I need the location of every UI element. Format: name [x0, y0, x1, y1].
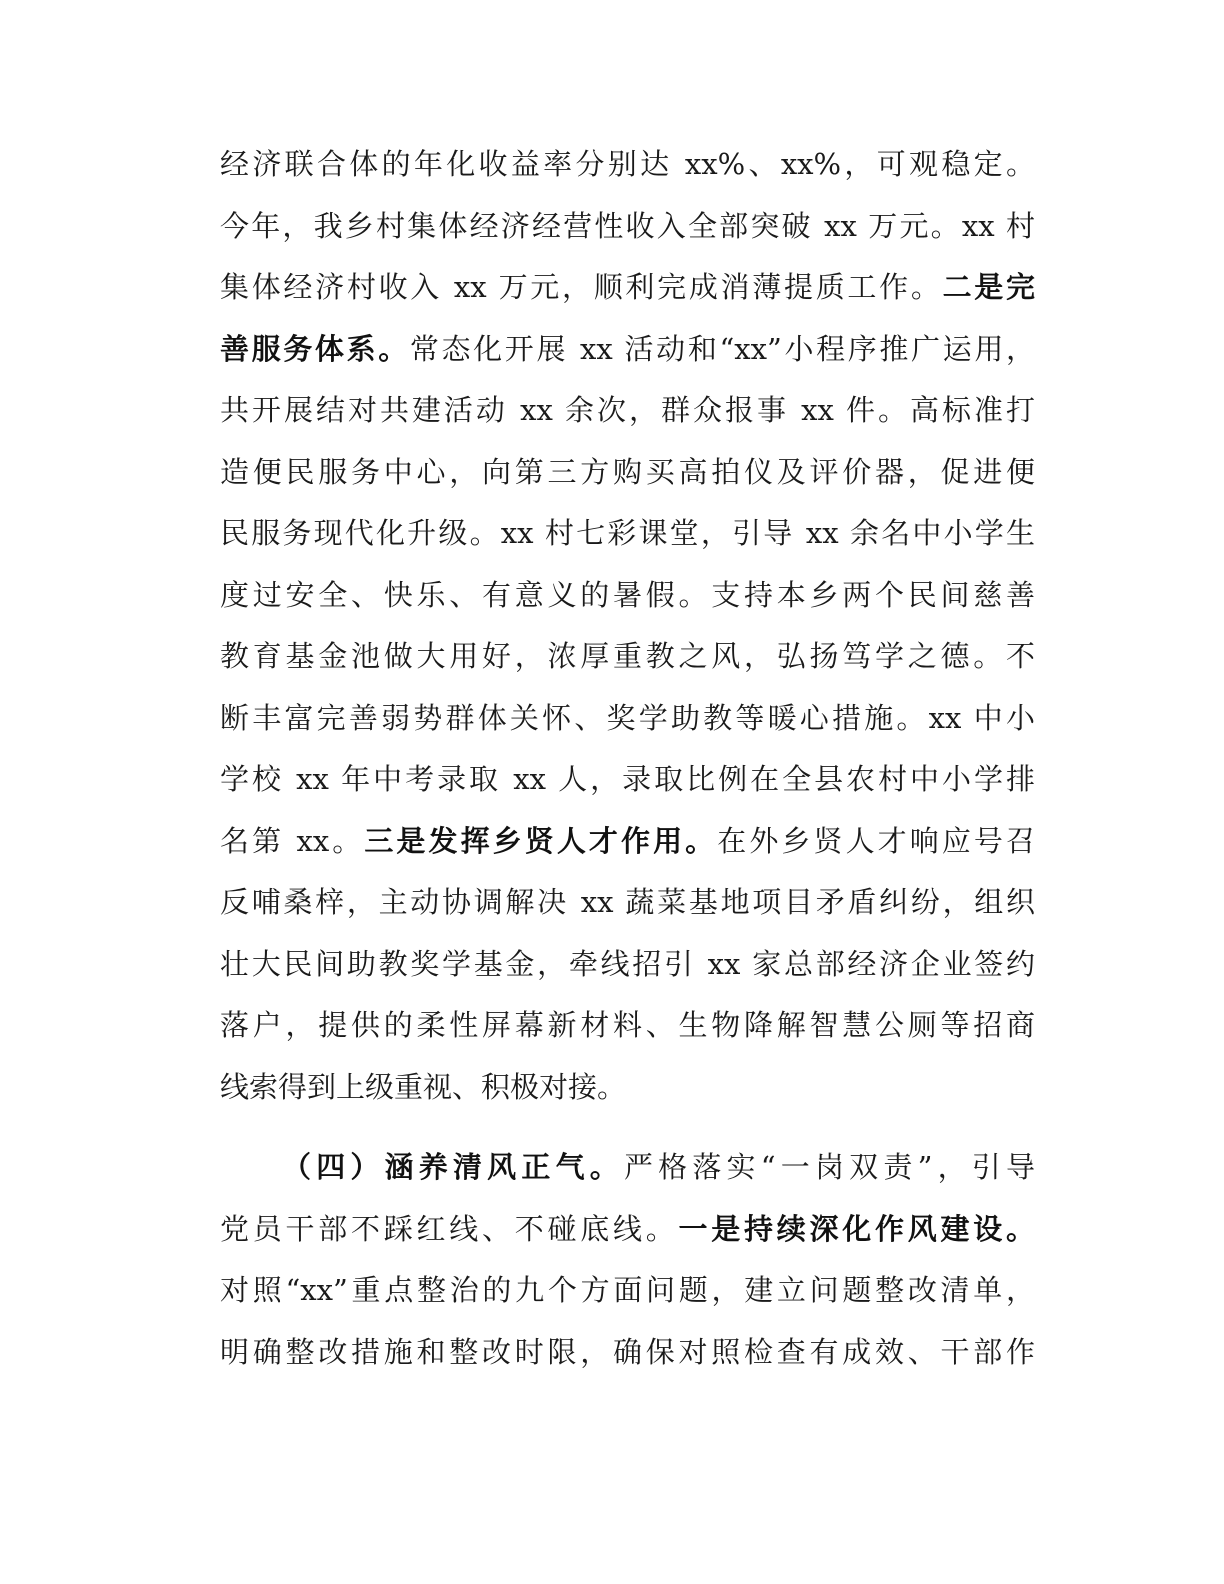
- text-line: 落户，提供的柔性屏幕新材料、生物降解智慧公厕等招商: [220, 1008, 1035, 1042]
- body-text: 集体经济村收入 xx 万元，顺利完成消薄提质工作。: [220, 270, 943, 304]
- text-line: 壮大民间助教奖学基金，牵线招引 xx 家总部经济企业签约: [220, 946, 1035, 981]
- body-text: 常态化开展 xx 活动和“xx”小程序推广运用，: [409, 331, 1035, 366]
- text-line: 民服务现代化升级。xx 村七彩课堂，引导 xx 余名中小学生: [220, 516, 1035, 550]
- body-text: 严格落实“一岗双责”，引导: [623, 1150, 1035, 1184]
- text-line: 反哺桑梓，主动协调解决 xx 蔬菜基地项目矛盾纠纷，组织: [220, 885, 1035, 919]
- text-line: [220, 811, 1035, 873]
- section-heading: （四）涵养清风正气。: [282, 1152, 624, 1184]
- bold-subheading: 一是持续深化作风建设。: [678, 1213, 1035, 1246]
- text-line: 今年，我乡村集体经济经营性收入全部突破 xx 万元。xx 村: [220, 208, 1035, 243]
- document-page: [220, 134, 1035, 1383]
- text-line: [220, 1137, 1035, 1199]
- bold-subheading: 善服务体系。: [220, 333, 410, 366]
- text-line: 断丰富完善弱势群体关怀、奖学助教等暖心措施。xx 中小: [220, 700, 1035, 735]
- paragraph-2: [220, 1137, 1035, 1383]
- text-line: 学校 xx 年中考录取 xx 人，录取比例在全县农村中小学排: [220, 762, 1035, 796]
- text-line: [220, 1199, 1035, 1261]
- text-line: 共开展结对共建活动 xx 余次，群众报事 xx 件。高标准打: [220, 393, 1035, 427]
- body-text: 党员干部不踩红线、不碰底线。: [220, 1211, 679, 1246]
- text-line: 线索得到上级重视、积极对接。: [220, 1069, 627, 1104]
- text-line: 造便民服务中心，向第三方购买高拍仪及评价器，促进便: [220, 454, 1035, 489]
- body-text: 在外乡贤人才响应号召: [717, 823, 1035, 858]
- text-line: [220, 257, 1035, 319]
- text-line: 明确整改措施和整改时限，确保对照检查有成效、干部作: [220, 1334, 1035, 1369]
- text-line: 教育基金池做大用好，浓厚重教之风，弘扬笃学之德。不: [220, 639, 1035, 673]
- text-line: [220, 319, 1035, 381]
- text-line: 度过安全、快乐、有意义的暑假。支持本乡两个民间慈善: [220, 577, 1035, 612]
- bold-subheading: 二是完: [942, 272, 1035, 304]
- text-line: 经济联合体的年化收益率分别达 xx%、xx%，可观稳定。: [220, 147, 1035, 181]
- paragraph-1: [220, 134, 1035, 1118]
- bold-subheading: 三是发挥乡贤人才作用。: [364, 825, 718, 858]
- text-line: 对照“xx”重点整治的九个方面问题，建立问题整改清单，: [220, 1273, 1035, 1307]
- body-text: 名第 xx。: [220, 823, 365, 858]
